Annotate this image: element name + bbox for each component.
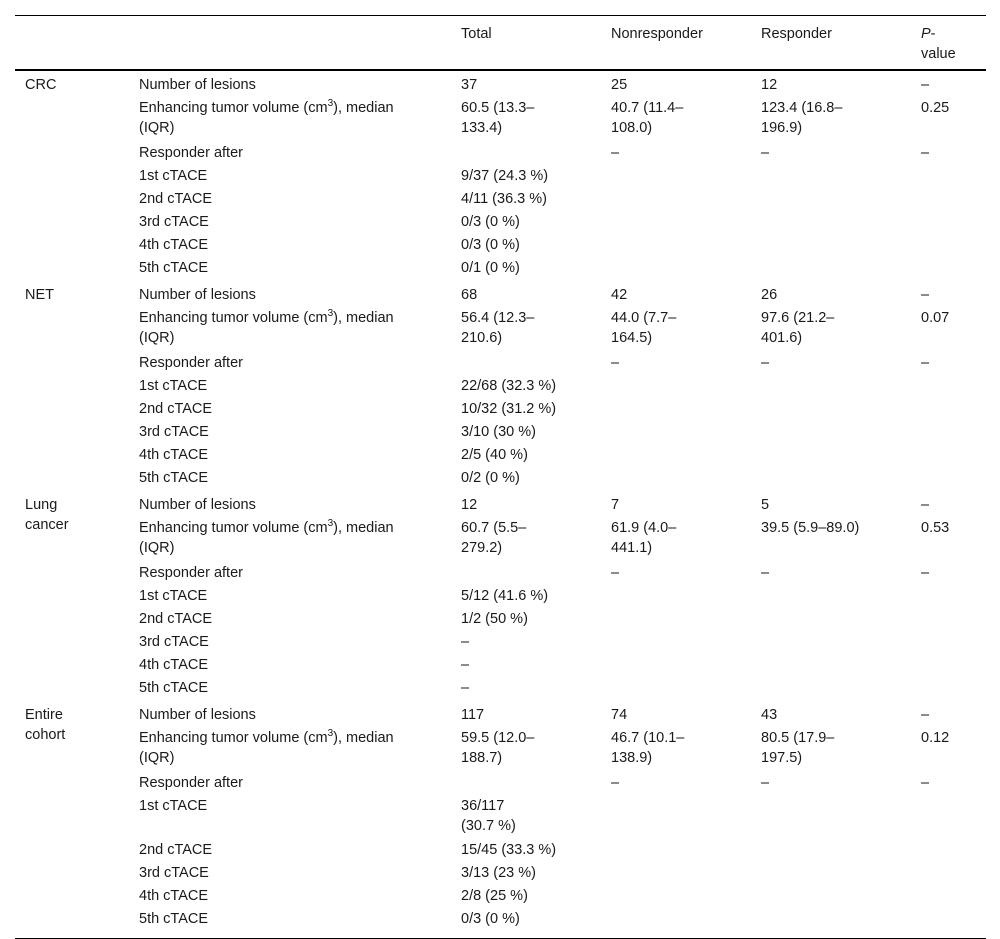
- responder-value: [761, 98, 891, 138]
- responder-after-row: [15, 143, 986, 166]
- label-sup: 3: [327, 98, 334, 110]
- total-value: 117: [461, 707, 485, 723]
- nonresponder-value-line2: 441.1): [611, 540, 653, 556]
- group-name-line1: NET: [25, 287, 54, 303]
- label-post: ), median: [333, 730, 394, 746]
- group-name-line2: cancer: [25, 517, 69, 533]
- header-responder: Responder: [761, 26, 832, 42]
- row-label: [139, 518, 439, 558]
- row-label: 4th cTACE: [139, 447, 209, 463]
- cycle-row: [15, 586, 986, 609]
- cycle-row: [15, 445, 986, 468]
- total-value-line1: –: [461, 657, 470, 673]
- cycle-row: [15, 796, 986, 840]
- responder-value: [761, 518, 891, 538]
- total-value: [461, 422, 581, 442]
- volume-row: [15, 518, 986, 563]
- row-label: 5th cTACE: [139, 470, 209, 486]
- total-value: [461, 212, 581, 232]
- responder-value: 5: [761, 497, 770, 513]
- cycle-row: [15, 258, 986, 281]
- total-value: [461, 886, 581, 906]
- total-value: 37: [461, 77, 478, 93]
- total-value: [461, 863, 581, 883]
- row-label: [139, 728, 439, 768]
- responder-value: –: [761, 565, 770, 581]
- pvalue-value: 0.53: [921, 520, 950, 536]
- total-value-line1: 3/13 (23 %): [461, 865, 536, 881]
- row-label: 2nd cTACE: [139, 401, 213, 417]
- nonresponder-value: –: [611, 355, 620, 371]
- responder-value: [761, 728, 891, 768]
- volume-row: [15, 728, 986, 773]
- row-label: 3rd cTACE: [139, 865, 209, 881]
- row-label: Responder after: [139, 145, 243, 161]
- group-name-line1: CRC: [25, 77, 57, 93]
- responder-value: [761, 308, 891, 348]
- total-value-line1: 2/5 (40 %): [461, 447, 528, 463]
- cycle-row: [15, 189, 986, 212]
- cycle-row: [15, 909, 986, 932]
- header-nonresponder: Nonresponder: [611, 26, 703, 42]
- row-label: 5th cTACE: [139, 911, 209, 927]
- total-value: 68: [461, 287, 478, 303]
- total-value-line2: 188.7): [461, 750, 503, 766]
- nonresponder-value: [611, 308, 741, 348]
- total-value-line1: 2/8 (25 %): [461, 888, 528, 904]
- responder-value: 12: [761, 77, 778, 93]
- label-sup: 3: [327, 728, 334, 740]
- responder-value-line1: 39.5 (5.9–89.0): [761, 520, 860, 536]
- total-value-line1: –: [461, 680, 470, 696]
- volume-row: [15, 98, 986, 143]
- group-1: [15, 281, 986, 491]
- row-label: 5th cTACE: [139, 260, 209, 276]
- total-value-line1: –: [461, 634, 470, 650]
- lesions-row: [15, 75, 986, 98]
- nonresponder-value: [611, 728, 741, 768]
- row-label: Number of lesions: [139, 707, 256, 723]
- cycle-row: [15, 655, 986, 678]
- total-value: [461, 678, 581, 698]
- total-value: [461, 235, 581, 255]
- nonresponder-value-line2: 138.9): [611, 750, 653, 766]
- total-value: [461, 840, 581, 860]
- pvalue-value: –: [921, 355, 930, 371]
- pvalue-value: –: [921, 497, 930, 513]
- total-value-line1: 59.5 (12.0–: [461, 730, 535, 746]
- table-body: [15, 71, 986, 932]
- cycle-row: [15, 235, 986, 258]
- header-total: Total: [461, 26, 492, 42]
- row-label: 5th cTACE: [139, 680, 209, 696]
- total-value-line1: 0/2 (0 %): [461, 470, 520, 486]
- responder-value-line1: 80.5 (17.9–: [761, 730, 835, 746]
- cycle-row: [15, 166, 986, 189]
- nonresponder-value: 42: [611, 287, 628, 303]
- cycle-row: [15, 632, 986, 655]
- lesions-row: [15, 705, 986, 728]
- row-label: Responder after: [139, 355, 243, 371]
- label-sup: 3: [327, 518, 334, 530]
- nonresponder-value: –: [611, 145, 620, 161]
- row-label: Number of lesions: [139, 77, 256, 93]
- group-3: [15, 701, 986, 932]
- row-label: Number of lesions: [139, 497, 256, 513]
- results-table: [15, 15, 986, 939]
- nonresponder-value-line1: 61.9 (4.0–: [611, 520, 677, 536]
- pvalue-value: –: [921, 775, 930, 791]
- nonresponder-value: 25: [611, 77, 628, 93]
- total-value: [461, 468, 581, 488]
- pvalue-value: –: [921, 565, 930, 581]
- responder-value: 43: [761, 707, 778, 723]
- row-label: [139, 98, 439, 138]
- row-label: 1st cTACE: [139, 378, 208, 394]
- total-value-line1: 15/45 (33.3 %): [461, 842, 557, 858]
- nonresponder-value-line1: 40.7 (11.4–: [611, 100, 684, 116]
- cycle-row: [15, 863, 986, 886]
- nonresponder-value: –: [611, 565, 620, 581]
- total-value-line1: 0/3 (0 %): [461, 214, 520, 230]
- total-value-line2: 279.2): [461, 540, 503, 556]
- responder-after-row: [15, 563, 986, 586]
- lesions-row: [15, 285, 986, 308]
- cycle-row: [15, 399, 986, 422]
- cycle-row: [15, 468, 986, 491]
- row-label: 3rd cTACE: [139, 634, 209, 650]
- label-sup: 3: [327, 308, 334, 320]
- group-name-line1: Entire: [25, 707, 63, 723]
- cycle-row: [15, 840, 986, 863]
- total-value-line2: 133.4): [461, 120, 503, 136]
- total-value-line1: 0/1 (0 %): [461, 260, 520, 276]
- cycle-row: [15, 609, 986, 632]
- total-value-line1: 9/37 (24.3 %): [461, 168, 549, 184]
- pvalue-value: 0.07: [921, 310, 950, 326]
- row-label: [139, 308, 439, 348]
- total-value: [461, 655, 581, 675]
- pvalue-value: –: [921, 287, 930, 303]
- header-pvalue: P- value: [921, 26, 956, 62]
- row-label: 1st cTACE: [139, 168, 208, 184]
- responder-value: –: [761, 775, 770, 791]
- responder-value-line1: 97.6 (21.2–: [761, 310, 835, 326]
- nonresponder-value: [611, 518, 741, 558]
- group-0: [15, 71, 986, 281]
- total-value: [461, 98, 581, 138]
- row-label: 2nd cTACE: [139, 191, 213, 207]
- nonresponder-value: 74: [611, 707, 628, 723]
- cycle-row: [15, 422, 986, 445]
- total-value: [461, 909, 581, 929]
- label-post: ), median: [333, 520, 394, 536]
- volume-row: [15, 308, 986, 353]
- total-value-line1: 1/2 (50 %): [461, 611, 528, 627]
- group-name-line1: Lung: [25, 497, 58, 513]
- label-line2: (IQR): [139, 330, 175, 346]
- group-2: [15, 491, 986, 701]
- row-label: 3rd cTACE: [139, 424, 209, 440]
- label-line2: (IQR): [139, 540, 175, 556]
- total-value-line1: 0/3 (0 %): [461, 911, 520, 927]
- nonresponder-value: –: [611, 775, 620, 791]
- nonresponder-value-line2: 108.0): [611, 120, 653, 136]
- row-label: Responder after: [139, 775, 243, 791]
- total-value: [461, 189, 581, 209]
- total-value-line1: 60.7 (5.5–: [461, 520, 527, 536]
- label-post: ), median: [333, 100, 394, 116]
- row-label: 1st cTACE: [139, 588, 208, 604]
- total-value: [461, 586, 581, 606]
- nonresponder-value: 7: [611, 497, 620, 513]
- nonresponder-value-line1: 44.0 (7.7–: [611, 310, 677, 326]
- total-value: [461, 445, 581, 465]
- cycle-row: [15, 212, 986, 235]
- total-value: [461, 632, 581, 652]
- row-label: 3rd cTACE: [139, 214, 209, 230]
- cycle-row: [15, 678, 986, 701]
- row-label: 4th cTACE: [139, 657, 209, 673]
- group-name-line2: cohort: [25, 727, 66, 743]
- row-label: 4th cTACE: [139, 888, 209, 904]
- responder-after-row: [15, 773, 986, 796]
- pvalue-value: 0.25: [921, 100, 950, 116]
- total-value-line1: 3/10 (30 %): [461, 424, 536, 440]
- responder-value: –: [761, 145, 770, 161]
- total-value-line2: (30.7 %): [461, 818, 516, 834]
- label-pre: Enhancing tumor volume (cm: [139, 730, 328, 746]
- responder-value-line2: 196.9): [761, 120, 803, 136]
- pvalue-value: –: [921, 707, 930, 723]
- responder-value-line1: 123.4 (16.8–: [761, 100, 843, 116]
- total-value-line1: 36/117: [461, 798, 505, 814]
- row-label: Number of lesions: [139, 287, 256, 303]
- total-value: [461, 518, 581, 558]
- total-value-line1: 5/12 (41.6 %): [461, 588, 549, 604]
- total-value-line1: 56.4 (12.3–: [461, 310, 535, 326]
- label-pre: Enhancing tumor volume (cm: [139, 520, 328, 536]
- label-post: ), median: [333, 310, 394, 326]
- total-value: [461, 258, 581, 278]
- pvalue-value: –: [921, 145, 930, 161]
- total-value: [461, 399, 581, 419]
- row-label: 4th cTACE: [139, 237, 209, 253]
- total-value: [461, 609, 581, 629]
- row-label: 1st cTACE: [139, 798, 208, 814]
- cycle-row: [15, 376, 986, 399]
- row-label: 2nd cTACE: [139, 842, 213, 858]
- responder-value-line2: 197.5): [761, 750, 803, 766]
- total-value: [461, 796, 581, 836]
- total-value: [461, 376, 581, 396]
- label-pre: Enhancing tumor volume (cm: [139, 100, 328, 116]
- total-value-line1: 60.5 (13.3–: [461, 100, 535, 116]
- label-pre: Enhancing tumor volume (cm: [139, 310, 328, 326]
- total-value: [461, 308, 581, 348]
- responder-value: 26: [761, 287, 778, 303]
- total-value-line1: 0/3 (0 %): [461, 237, 520, 253]
- lesions-row: [15, 495, 986, 518]
- responder-value-line2: 401.6): [761, 330, 803, 346]
- row-label: Responder after: [139, 565, 243, 581]
- label-line2: (IQR): [139, 120, 175, 136]
- total-value: 12: [461, 497, 478, 513]
- total-value: [461, 166, 581, 186]
- total-value-line1: 10/32 (31.2 %): [461, 401, 557, 417]
- total-value-line1: 4/11 (36.3 %): [461, 191, 547, 207]
- responder-value: –: [761, 355, 770, 371]
- nonresponder-value: [611, 98, 741, 138]
- pvalue-value: –: [921, 77, 930, 93]
- header-row: [15, 16, 986, 69]
- total-value: [461, 728, 581, 768]
- cycle-row: [15, 886, 986, 909]
- total-value-line2: 210.6): [461, 330, 503, 346]
- total-value-line1: 22/68 (32.3 %): [461, 378, 557, 394]
- responder-after-row: [15, 353, 986, 376]
- label-line2: (IQR): [139, 750, 175, 766]
- nonresponder-value-line2: 164.5): [611, 330, 653, 346]
- nonresponder-value-line1: 46.7 (10.1–: [611, 730, 685, 746]
- row-label: 2nd cTACE: [139, 611, 213, 627]
- pvalue-value: 0.12: [921, 730, 950, 746]
